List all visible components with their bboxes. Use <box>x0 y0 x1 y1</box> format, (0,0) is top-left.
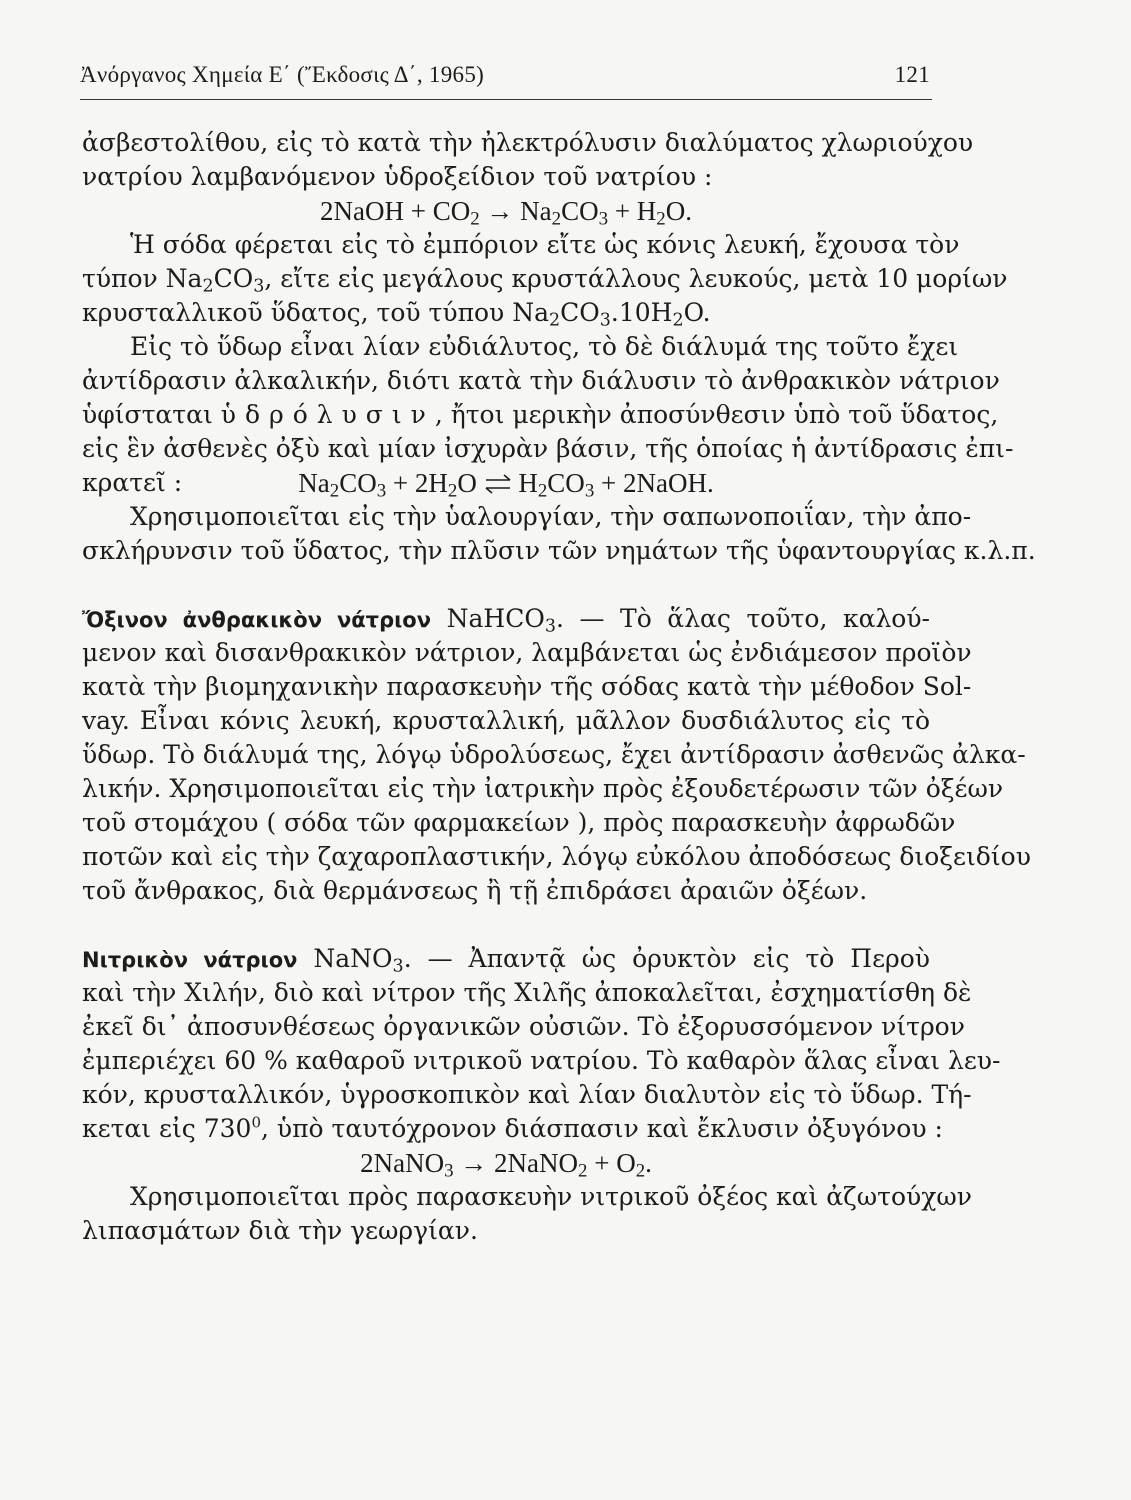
text-line: Εἰς τὸ ὕδωρ εἶναι λίαν εὐδιάλυτος, τὸ δὲ διάλυμά της τοῦτο ἔχει <box>130 332 959 361</box>
page-header <box>80 62 930 98</box>
text-line: λικήν. Χρησιμοποιεῖται εἰς τὴν ἰατρικὴν πρὸς ἐξουδετέρωσιν τῶν ὀξέων <box>82 774 1004 803</box>
text-line: ἀντίδρασιν ἀλκαλικήν, διότι κατὰ τὴν διάλυσιν τὸ ἀνθρακικὸν νάτριον <box>82 366 1000 395</box>
section-bicarbonate-first-line: Ὄξινον ἀνθρακικὸν νάτριον NaHCO$_3$. — Τὸ ἅλας τοῦτο, καλού- <box>82 604 930 637</box>
page-body <box>82 126 1036 1248</box>
text-line: εἰς ἓν ἀσθενὲς ὀξὺ καὶ μίαν ἰσχυρὰν βάσιν, τῆς ὁποίας ἡ ἀντίδρασις ἐπι- <box>82 434 1014 463</box>
text-line: μενον καὶ δισανθρακικὸν νάτριον, λαμβάνεται ὡς ἐνδιάμεσον προϊὸν <box>82 638 972 667</box>
spaced-term: ὑδρόλυσιν <box>220 400 435 429</box>
section-gap <box>82 568 930 602</box>
section-heading: Νιτρικὸν νάτριον <box>82 948 298 972</box>
text-line: σκλήρυνσιν τοῦ ὕδατος, τὴν πλῦσιν τῶν νημάτων τῆς ὑφαντουργίας κ.λ.π. <box>82 536 1036 565</box>
text-line: ὕδωρ. Τὸ διάλυμά της, λόγῳ ὑδρολύσεως, ἔχει ἀντίδρασιν ἀσθενῶς ἀλκα- <box>82 740 1026 769</box>
equation-hydrolysis: $Na_2CO_3 + 2H_2O$ $H_2CO_3$ + 2NaOH. <box>298 468 714 502</box>
text-line: τοῦ στομάχου ( σόδα τῶν φαρμακείων ), πρὸς παρασκευὴν ἀφρωδῶν <box>82 808 956 837</box>
text-line: τύπον $Na_2CO_3$, εἴτε εἰς μεγάλους κρυστάλλους λευκούς, μετὰ 10 μορίων <box>82 264 1008 297</box>
text-line: ἐκεῖ δι᾽ ἀποσυνθέσεως ὀργανικῶν οὐσιῶν. Τὸ ἐξορυσσόμενον νίτρον <box>82 1012 965 1041</box>
text-line: ἐμπεριέχει 60 % καθαροῦ νιτρικοῦ νατρίου. Τὸ καθαρὸν ἅλας εἶναι λευ- <box>82 1046 1001 1075</box>
text-line: vay. Εἶναι κόνις λευκή, κρυσταλλική, μᾶλλον δυσδιάλυτος εἰς τὸ <box>82 706 930 735</box>
text-line: νατρίου λαμβανόμενον ὑδροξείδιον τοῦ νατρίου : <box>82 162 713 191</box>
text-line: τοῦ ἄνθρακος, διὰ θερμάνσεως ἢ τῇ ἐπιδράσει ἀραιῶν ὀξέων. <box>82 876 868 905</box>
text-line: κεται εἰς $730^0$, ὑπὸ ταυτόχρονον διάσπασιν καὶ ἔκλυσιν ὀξυγόνου : <box>82 1113 943 1143</box>
section-heading: Ὄξινον ἀνθρακικὸν νάτριον <box>82 608 432 632</box>
text-line: ἀσβεστολίθου, εἰς τὸ κατὰ τὴν ἠλεκτρόλυσιν διαλύματος χλωριούχου <box>82 128 974 157</box>
text-line: καὶ τὴν Χιλήν, διὸ καὶ νίτρον τῆς Χιλῆς ἀποκαλεῖται, ἐσχηματίσθη δὲ <box>82 978 972 1007</box>
text-line: κρυσταλλικοῦ ὕδατος, τοῦ τύπου $Na_2CO_3.10H_2O$. <box>82 298 711 331</box>
text-line: Χρησιμοποιεῖται πρὸς παρασκευὴν νιτρικοῦ ὀξέος καὶ ἀζωτούχων <box>130 1182 972 1211</box>
text-line: Χρησιμοποιεῖται εἰς τὴν ὑαλουργίαν, τὴν σαπωνοποιΐαν, τὴν ἀπο- <box>130 502 972 531</box>
text-line: κρατεῖ : <box>82 468 183 497</box>
equation-soda-formation: 2NaOH + $CO_2 \to Na_2CO_3 + H_2O$. <box>319 196 692 230</box>
text-line: κατὰ τὴν βιομηχανικὴν παρασκευὴν τῆς σόδας κατὰ τὴν μέθοδον Sol- <box>82 672 972 701</box>
text-line: ποτῶν καὶ εἰς τὴν ζαχαροπλαστικήν, λόγῳ εὐκόλου ἀποδόσεως διοξειδίου <box>82 842 1031 871</box>
section-nitrate-first-line: Νιτρικὸν νάτριον NaNO$_3$. — Ἀπαντᾷ ὡς ὀρυκτὸν εἰς τὸ Περοὺ <box>82 944 930 977</box>
text-line: Ἡ σόδα φέρεται εἰς τὸ ἐμπόριον εἴτε ὡς κόνις λευκή, ἔχουσα τὸν <box>130 230 960 259</box>
text-line: ὑφίσταται ὑδρόλυσιν, ἤτοι μερικὴν ἀποσύνθεσιν ὑπὸ τοῦ ὕδατος, <box>82 400 999 429</box>
header-rule <box>80 99 932 100</box>
text-line: κόν, κρυσταλλικόν, ὑγροσκοπικὸν καὶ λίαν διαλυτὸν εἰς τὸ ὕδωρ. Τή- <box>82 1080 972 1109</box>
page-number: 121 <box>894 62 930 87</box>
text-line: λιπασμάτων διὰ τὴν γεωργίαν. <box>82 1216 478 1245</box>
equation-nitrate-decomposition: 2NaNO$_3$ → 2NaNO$_2$ + $O_2$. <box>360 1148 652 1182</box>
equilibrium-arrows-icon <box>484 473 512 495</box>
running-title: Ἀνόργανος Χημεία Ε΄ (Ἔκδοσις Δ΄, 1965) <box>80 62 485 87</box>
section-gap <box>82 908 930 942</box>
